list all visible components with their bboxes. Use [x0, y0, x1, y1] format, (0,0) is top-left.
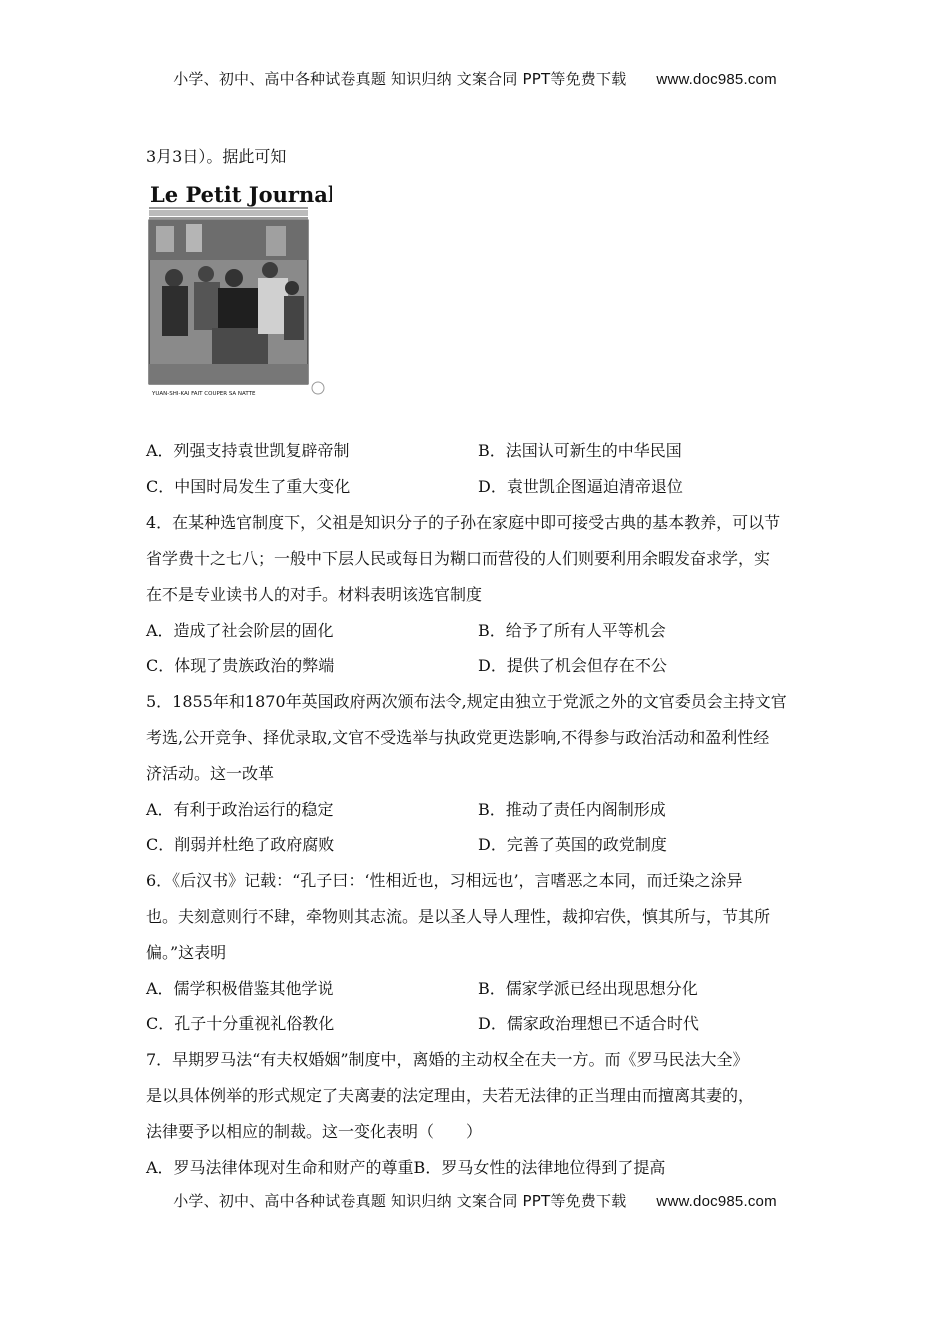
q5-option-d[interactable]: D．完善了英国的政党制度	[478, 835, 667, 854]
q5-line-3: 济活动。这一改革	[146, 764, 275, 783]
page-footer	[0, 1190, 950, 1211]
q5-option-a[interactable]: A．有利于政治运行的稳定	[146, 800, 334, 819]
header-site[interactable]: www.doc985.com	[656, 71, 777, 88]
q6-option-a[interactable]: A．儒学积极借鉴其他学说	[146, 979, 334, 998]
q5-line-2: 考选,公开竞争、择优录取,文官不受选举与执政党更迭影响,不得参与政治活动和盈利性经	[146, 728, 770, 747]
q6-line-1: 6．《后汉书》记载：“孔子曰：‘性相近也，习相远也’，言嗜恶之本同，而迁染之涂异	[146, 871, 743, 890]
q4-option-a[interactable]: A．造成了社会阶层的固化	[146, 621, 334, 640]
q3-option-d[interactable]: D．袁世凯企图逼迫清帝退位	[478, 477, 683, 496]
q7-line-2: 是以具体例举的形式规定了夫离妻的法定理由，夫若无法律的正当理由而擅离其妻的，	[146, 1086, 755, 1105]
q6-line-2: 也。夫刻意则行不肆，牵物则其志流。是以圣人导人理性，裁抑宕佚，慎其所与，节其所	[146, 907, 771, 926]
footer-site[interactable]: www.doc985.com	[656, 1193, 777, 1210]
q7-line-1: 7．早期罗马法“有夫权婚姻”制度中，离婚的主动权全在夫一方。而《罗马民法大全》	[146, 1050, 749, 1069]
q6-option-c[interactable]: C．孔子十分重视礼俗教化	[146, 1014, 335, 1033]
q4-line-2: 省学费十之七八；一般中下层人民或每日为糊口而营役的人们则要利用余暇发奋求学，实	[146, 549, 771, 568]
q6-option-d[interactable]: D．儒家政治理想已不适合时代	[478, 1014, 699, 1033]
q4-line-3: 在不是专业读书人的对手。材料表明该选官制度	[146, 585, 483, 604]
q5-option-c[interactable]: C．削弱并杜绝了政府腐败	[146, 835, 335, 854]
q3-tail: 3月3日）。据此可知	[146, 147, 287, 166]
newspaper-illustration	[146, 178, 332, 408]
q6-line-3: 偏。”这表明	[146, 943, 227, 962]
footer-text: 小学、初中、高中各种试卷真题 知识归纳 文案合同 PPT等免费下载	[173, 1192, 627, 1210]
q3-option-c[interactable]: C．中国时局发生了重大变化	[146, 477, 351, 496]
q3-option-a[interactable]: A．列强支持袁世凯复辟帝制	[146, 441, 350, 460]
masthead-text: Le Petit Journal	[150, 182, 332, 207]
q5-option-b[interactable]: B．推动了责任内阁制形成	[478, 800, 666, 819]
q7-options-line[interactable]: A．罗马法律体现对生命和财产的尊重B．罗马女性的法律地位得到了提高	[146, 1158, 666, 1177]
page-header	[0, 68, 950, 89]
q4-option-b[interactable]: B．给予了所有人平等机会	[478, 621, 666, 640]
q6-option-b[interactable]: B．儒家学派已经出现思想分化	[478, 979, 698, 998]
header-text: 小学、初中、高中各种试卷真题 知识归纳 文案合同 PPT等免费下载	[173, 70, 627, 88]
caption-text: YUAN-SHI-KAI FAIT COUPER SA NATTE	[152, 391, 256, 397]
q3-option-b[interactable]: B．法国认可新生的中华民国	[478, 441, 682, 460]
q4-option-c[interactable]: C．体现了贵族政治的弊端	[146, 656, 335, 675]
q7-line-3: 法律要予以相应的制裁。这一变化表明（ ）	[146, 1122, 483, 1141]
q4-line-1: 4．在某种选官制度下，父祖是知识分子的子孙在家庭中即可接受古典的基本教养，可以节	[146, 513, 781, 532]
q4-option-d[interactable]: D．提供了机会但存在不公	[478, 656, 667, 675]
q5-line-1: 5．1855年和1870年英国政府两次颁布法令,规定由独立于党派之外的文官委员会主持文官	[146, 692, 787, 711]
